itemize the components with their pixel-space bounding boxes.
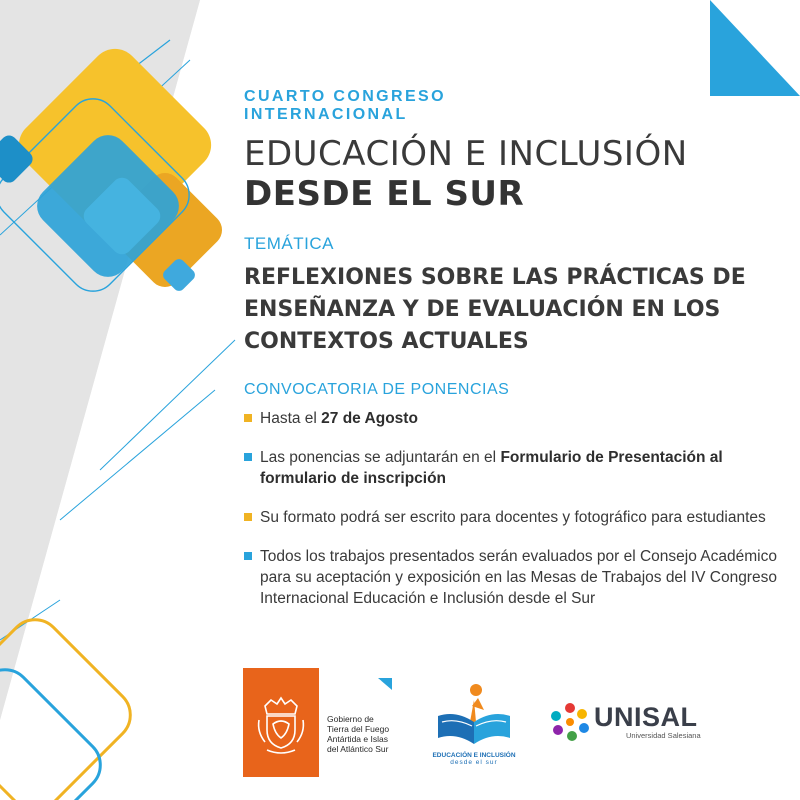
main-content	[244, 88, 784, 627]
list-item	[244, 546, 784, 609]
unisal-name: UNISAL	[594, 702, 698, 732]
theme-line-1: REFLEXIONES SOBRE LAS PRÁCTICAS DE	[244, 265, 746, 290]
item-text: Hasta el	[260, 410, 322, 427]
edu-line-2: desde el sur	[450, 759, 498, 766]
call-label: CONVOCATORIA DE PONENCIAS	[244, 381, 510, 398]
item-bold: Formulario de Presentación al formulario de inscripción	[260, 449, 723, 487]
gob-line-4: del Atlántico Sur	[327, 744, 389, 754]
gobierno-logo	[243, 668, 319, 777]
coat-of-arms-icon	[243, 668, 319, 777]
educacion-text	[432, 752, 516, 766]
gob-line-3: Antártida e Islas	[327, 734, 388, 744]
theme-text	[244, 262, 784, 358]
call-list	[244, 408, 784, 609]
theme-line-3: CONTEXTOS ACTUALES	[244, 329, 529, 354]
bullet-square-icon	[244, 513, 252, 521]
theme-label: TEMÁTICA	[244, 234, 334, 253]
unisal-flower-icon	[550, 702, 590, 742]
item-text: Las ponencias se adjuntarán en el	[260, 449, 501, 466]
eyebrow-line-2: INTERNACIONAL	[244, 106, 408, 123]
bullet-square-icon	[244, 552, 252, 560]
item-text: Todos los trabajos presentados serán evaluados por el Consejo Académico para su aceptación y exposición en las Mesas de Trabajos del IV Congreso Internacional Educación e Inclusión desde el Sur	[260, 548, 777, 607]
gob-line-2: Tierra del Fuego	[327, 724, 390, 734]
theme-line-2: ENSEÑANZA Y DE EVALUACIÓN EN LOS	[244, 297, 721, 322]
unisal-subtitle: Universidad Salesiana	[626, 731, 701, 740]
gob-line-1: Gobierno de	[327, 714, 374, 724]
list-item	[244, 447, 784, 489]
item-text: Su formato podrá ser escrito para docentes y fotográfico para estudiantes	[260, 509, 766, 526]
title-line-2: DESDE EL SUR	[244, 174, 525, 214]
list-item	[244, 408, 784, 429]
congress-eyebrow	[244, 88, 784, 124]
item-bold: 27 de Agosto	[321, 410, 418, 427]
list-item	[244, 507, 784, 528]
bullet-square-icon	[244, 453, 252, 461]
title-line-1: EDUCACIÓN E INCLUSIÓN	[244, 134, 688, 174]
edu-line-1: EDUCACIÓN E INCLUSIÓN	[432, 752, 516, 759]
educacion-logo-icon	[432, 680, 516, 752]
gobierno-text	[327, 714, 407, 754]
eyebrow-line-1: CUARTO CONGRESO	[244, 88, 446, 105]
bullet-square-icon	[244, 414, 252, 422]
